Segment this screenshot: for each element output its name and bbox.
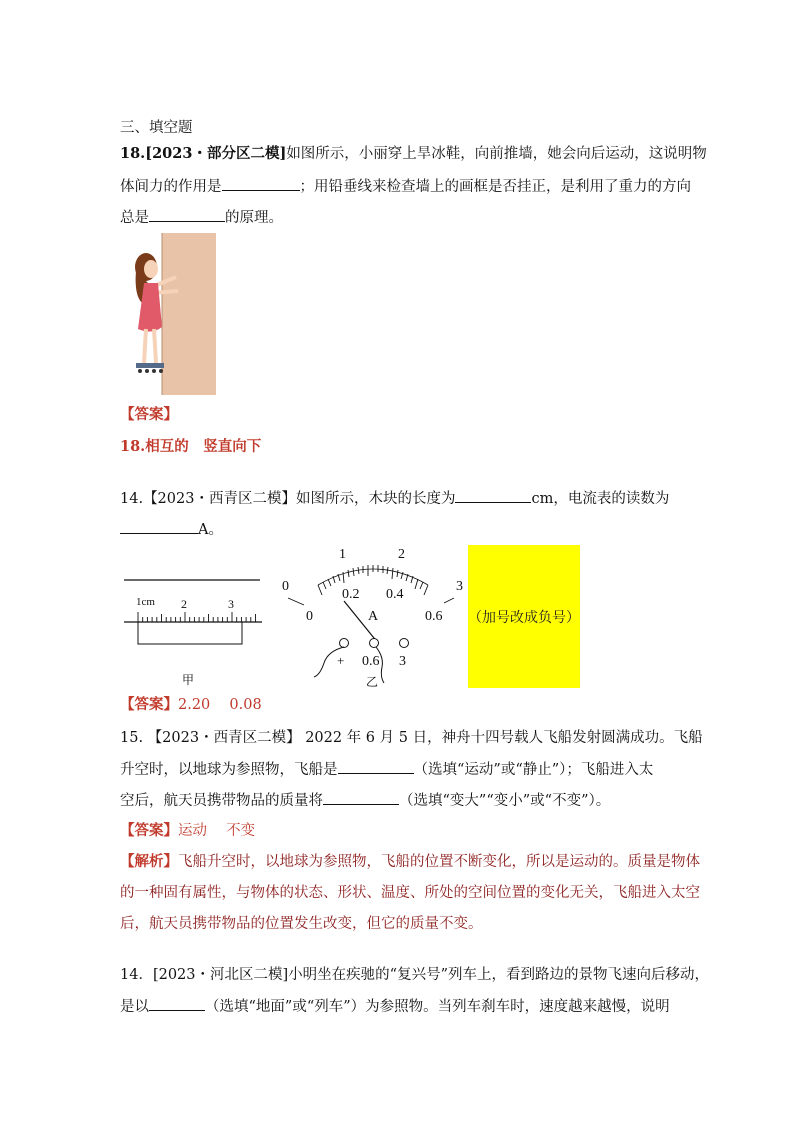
ammeter-outer-1: 1 (339, 547, 346, 562)
q15-blank-1[interactable] (338, 759, 414, 774)
q15-explain-line-3: 后，航天员携带物品的位置发生改变，但它的质量不变。 (120, 916, 483, 932)
ammeter-outer-0: 0 (282, 579, 289, 594)
ruler-figure (118, 572, 268, 692)
q15-text-a: 2022 年 6 月 5 日，神舟十四号载人飞船发射圆满成功。飞船 (305, 730, 703, 746)
q14a-blank-2[interactable] (120, 519, 198, 534)
q18-text-b2: ；用铅垂线来检查墙上的画框是否挂正，是利用了重力的方向 (299, 179, 691, 195)
q14b-line-1 (120, 965, 709, 985)
q15-source: 【2023・西青区二模】 (147, 730, 301, 746)
q14b-text-b1: 是以 (120, 999, 149, 1015)
q15-blank-2[interactable] (323, 790, 399, 805)
q14b-number: 14． (120, 967, 153, 983)
q15-text-c2: （选填“变大”“变小”或“不变”）。 (399, 793, 611, 809)
q18-source: [2023・部分区二模] (145, 145, 287, 162)
q14a-answer-line (120, 695, 262, 715)
ammeter-inner-0: 0 (306, 609, 313, 624)
q18-answer: 18.相互的 竖直向下 (120, 438, 262, 455)
q14a-text-a1: 如图所示，木块的长度为 (295, 491, 456, 507)
ammeter-outer-3: 3 (456, 579, 463, 594)
q14a-blank-1[interactable] (455, 488, 531, 503)
q18-line-2 (120, 176, 691, 197)
ruler-label-3: 3 (228, 597, 234, 611)
q18-blank-1[interactable] (222, 176, 300, 191)
q14a-answer: 2.20 0.08 (178, 697, 262, 713)
ammeter-unit: A (368, 609, 379, 624)
q15-line-1 (120, 728, 703, 748)
q18-text-c2: 的原理。 (225, 210, 283, 226)
q15-explain-1: 飞船升空时，以地球为参照物，飞船的位置不断变化，所以是运动的。质量是物体 (178, 854, 700, 870)
q14a-text-b: A。 (198, 522, 223, 538)
ruler-ticks (138, 612, 256, 622)
q18-line-1 (120, 144, 707, 164)
q14b-line-2 (120, 996, 670, 1017)
q15-explain-line-2: 的一种固有属性，与物体的状态、形状、温度、所处的空间位置的变化无关，飞船进入太空 (120, 885, 700, 901)
q18-answer-label: 【答案】 (120, 406, 178, 423)
ammeter-outer-2: 2 (398, 547, 405, 562)
ruler-caption: 甲 (182, 673, 195, 687)
q14b-text-a: 小明坐在疾驰的“复兴号”列车上，看到路边的景物飞速向后移动， (288, 967, 709, 983)
q15-text-b2: （选填“运动”或“静止”）；飞船进入太 (413, 762, 654, 778)
q14a-text-a2: cm，电流表的读数为 (531, 491, 670, 507)
ammeter-figure (278, 543, 468, 693)
terminal-label-3: 3 (399, 654, 406, 669)
q15-answer: 运动 不变 (178, 823, 256, 839)
yellow-annotation-box (468, 545, 580, 688)
q14a-line-2 (120, 519, 223, 540)
q15-line-3 (120, 790, 610, 811)
q15-explain-line-1 (120, 852, 700, 872)
q14b-source: [2023・河北区二模] (152, 967, 289, 983)
q18-text-a: 如图所示，小丽穿上旱冰鞋，向前推墙，她会向后运动，这说明物 (286, 146, 707, 162)
q15-text-b1: 升空时，以地球为参照物，飞船是 (120, 762, 338, 778)
q15-explain-label: 【解析】 (120, 853, 178, 870)
terminal-label-0-6: 0.6 (362, 654, 380, 669)
yellow-annotation-text: （加号改成负号） (468, 609, 580, 626)
q15-answer-line (120, 821, 255, 841)
q15-text-c1: 空后，航天员携带物品的质量将 (120, 793, 323, 809)
q18-number: 18. (120, 145, 146, 162)
terminal-0-6 (370, 639, 379, 648)
girl-pushing-wall-illustration (132, 233, 216, 395)
q14a-number: 14. (120, 491, 144, 507)
q14a-source: 【2023・西青区二模】 (143, 491, 296, 507)
section-title: 三、填空题 (120, 120, 193, 136)
q14b-text-b2: （选填“地面”或“列车”）为参照物。当列车刹车时，速度越来越慢，说明 (205, 999, 670, 1015)
terminal-label-plus: + (337, 653, 345, 668)
q18-text-c1: 总是 (120, 210, 149, 226)
q14b-blank-1[interactable] (149, 996, 205, 1011)
q15-number: 15. (120, 730, 144, 746)
ammeter-inner-0-6: 0.6 (425, 609, 443, 624)
wood-block (138, 622, 242, 644)
q18-blank-2[interactable] (149, 207, 225, 222)
ammeter-caption: 乙 (366, 675, 379, 689)
q15-answer-label: 【答案】 (120, 822, 178, 839)
terminal-negative (340, 639, 349, 648)
terminal-3 (400, 639, 409, 648)
q14a-answer-label: 【答案】 (120, 696, 178, 713)
ruler-label-2: 2 (181, 597, 187, 611)
ammeter-scale-ticks (318, 565, 428, 595)
q15-line-2 (120, 759, 653, 780)
ammeter-inner-0-4: 0.4 (386, 587, 404, 602)
q18-text-b1: 体间力的作用是 (120, 179, 222, 195)
ammeter-inner-0-2: 0.2 (342, 587, 360, 602)
ruler-label-1cm: 1cm (136, 596, 155, 608)
q18-line-3 (120, 207, 283, 228)
wall (162, 233, 216, 395)
q14a-line-1 (120, 488, 669, 509)
